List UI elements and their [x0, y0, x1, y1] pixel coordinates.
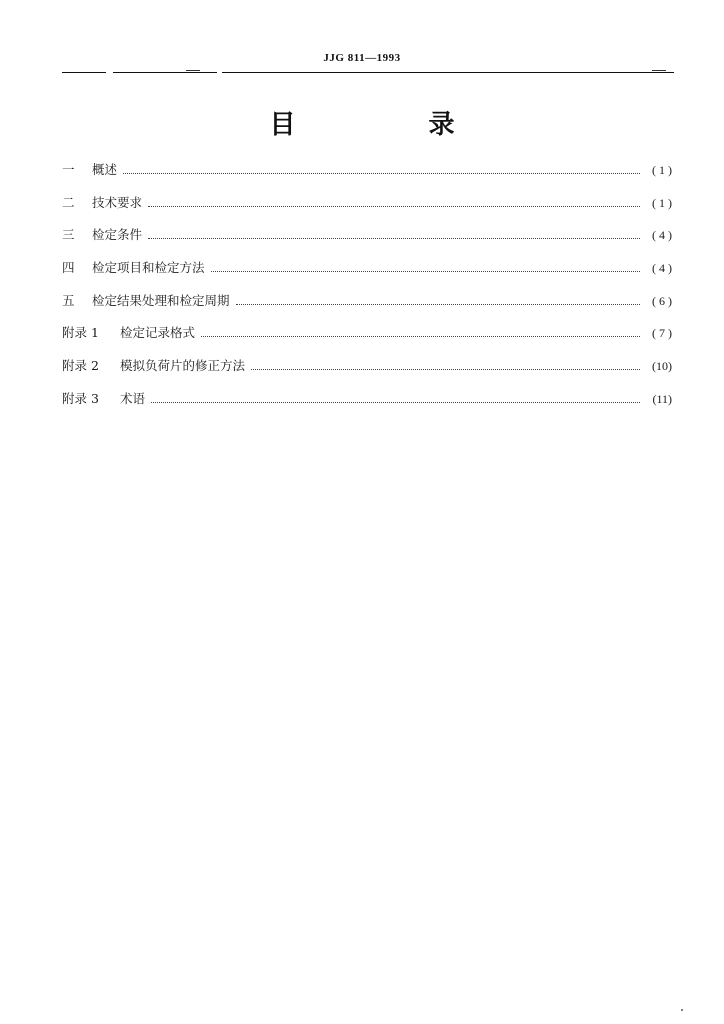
toc-entry-page: (10): [652, 359, 672, 374]
scan-speck: [681, 1009, 683, 1011]
toc-entry-number: 附录 2: [62, 358, 99, 374]
toc-dot-leader: [236, 304, 640, 305]
toc-dot-leader: [211, 271, 640, 272]
toc-entry[interactable]: [62, 291, 672, 324]
toc-entry-title: 检定记录格式: [120, 325, 196, 341]
toc-dot-leader: [123, 173, 640, 174]
header-rule-tick: [652, 70, 666, 71]
toc-entry[interactable]: [62, 258, 672, 291]
toc-dot-leader: [151, 402, 640, 403]
table-of-contents: [62, 160, 672, 422]
toc-entry[interactable]: [62, 389, 672, 422]
page-title: 目 录: [269, 110, 517, 140]
toc-entry-page: ( 1 ): [652, 163, 672, 177]
toc-entry[interactable]: [62, 225, 672, 258]
toc-entry-number: 五: [62, 292, 75, 308]
toc-entry[interactable]: [62, 193, 672, 226]
toc-entry-title: 检定条件: [92, 227, 143, 243]
toc-entry-number: 二: [62, 194, 75, 210]
toc-entry-number: 四: [62, 260, 75, 276]
toc-dot-leader: [201, 336, 640, 337]
header-rule: [113, 72, 217, 73]
toc-entry-page: ( 7 ): [652, 326, 672, 341]
toc-entry-title: 检定项目和检定方法: [92, 260, 205, 276]
standard-code: JJG 811—1993: [323, 52, 401, 64]
header-rule-tick: [186, 70, 200, 71]
toc-entry-page: ( 1 ): [652, 195, 672, 210]
toc-entry-page: ( 6 ): [652, 293, 672, 308]
toc-entry-number: 附录 3: [62, 390, 99, 406]
toc-entry-number: 三: [62, 227, 75, 243]
toc-entry-title: 检定结果处理和检定周期: [92, 292, 230, 308]
toc-entry-title: 技术要求: [92, 194, 143, 210]
toc-entry-number: 附录 1: [62, 325, 99, 341]
toc-entry[interactable]: [62, 356, 672, 389]
toc-entry[interactable]: [62, 323, 672, 356]
toc-entry-title: 概述: [92, 162, 118, 177]
toc-dot-leader: [148, 206, 640, 207]
toc-dot-leader: [148, 238, 640, 239]
toc-entry-title: 术语: [120, 390, 146, 406]
toc-entry-title: 模拟负荷片的修正方法: [120, 358, 246, 374]
header-rule: [62, 72, 106, 73]
header-rule: [222, 72, 674, 73]
toc-entry-number: 一: [62, 162, 75, 177]
toc-dot-leader: [251, 369, 640, 370]
toc-entry-page: ( 4 ): [652, 261, 672, 276]
toc-entry-page: (11): [652, 391, 672, 406]
toc-entry-page: ( 4 ): [652, 228, 672, 243]
toc-entry[interactable]: [62, 160, 672, 193]
